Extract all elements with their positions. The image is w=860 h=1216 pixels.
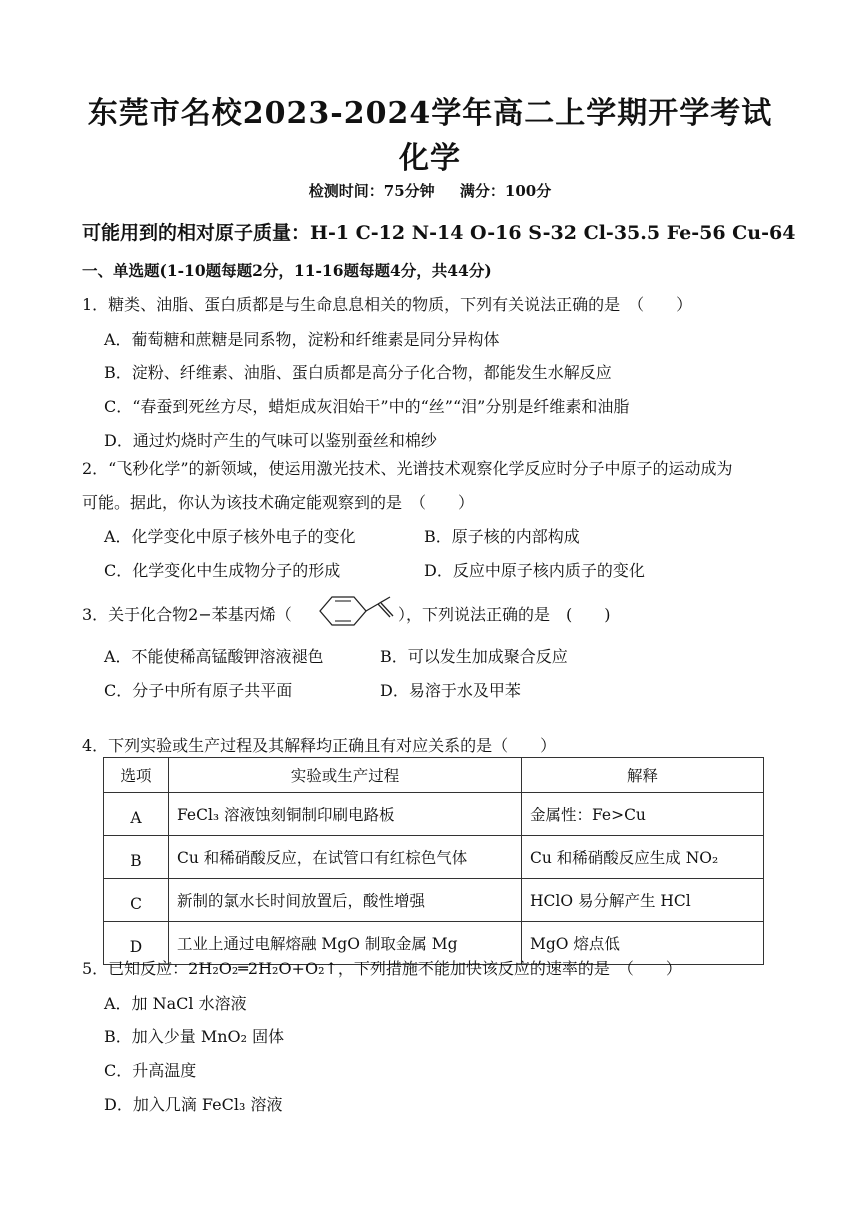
exam-meta <box>0 180 860 201</box>
table-row <box>104 879 764 922</box>
q3-option-a: A．不能使稀高锰酸钾溶液褪色 <box>104 647 324 666</box>
q2-option-c: C．化学变化中生成物分子的形成 <box>104 561 341 580</box>
q4-stem: 4．下列实验或生产过程及其解释均正确且有对应关系的是（ ） <box>82 736 557 755</box>
table-header-row <box>104 758 764 793</box>
q2-stem-line1: 2．“飞秒化学”的新领域，使运用激光技术、光谱技术观察化学反应时分子中原子的运动成为 <box>82 459 733 478</box>
q5-option-c: C．升高温度 <box>104 1061 197 1080</box>
row-process: Cu 和稀硝酸反应，在试管口有红棕色气体 <box>169 836 522 879</box>
row-process: FeCl₃ 溶液蚀刻铜制印刷电路板 <box>169 793 522 836</box>
row-process: 工业上通过电解熔融 MgO 制取金属 Mg <box>169 922 522 965</box>
section-title: 一、单选题(1-10题每题2分，11-16题每题4分，共44分) <box>82 261 492 280</box>
q2-option-d: D．反应中原子核内质子的变化 <box>424 561 645 580</box>
q1-stem: 1．糖类、油脂、蛋白质都是与生命息息相关的物质，下列有关说法正确的是 （ ） <box>82 295 693 314</box>
q4-table <box>103 757 764 965</box>
phenylpropene-structure <box>310 591 402 631</box>
q3-stem-a: 3．关于化合物2−苯基丙烯（ <box>82 605 292 624</box>
table-row <box>104 793 764 836</box>
q2-option-b: B．原子核的内部构成 <box>424 527 580 546</box>
row-option: B <box>104 836 169 879</box>
row-explanation: Cu 和稀硝酸反应生成 NO₂ <box>522 836 764 879</box>
atomic-masses: 可能用到的相对原子质量：H-1 C-12 N-14 O-16 S-32 Cl-35.5 Fe-56 Cu-64 <box>82 222 796 244</box>
row-option: A <box>104 793 169 836</box>
q1-option-b: B．淀粉、纤维素、油脂、蛋白质都是高分子化合物，都能发生水解反应 <box>104 363 612 382</box>
header-option: 选项 <box>104 758 169 793</box>
row-process: 新制的氯水长时间放置后，酸性增强 <box>169 879 522 922</box>
q5-option-d: D．加入几滴 FeCl₃ 溶液 <box>104 1095 283 1114</box>
q3-option-d: D．易溶于水及甲苯 <box>380 681 521 700</box>
row-option: D <box>104 922 169 965</box>
q2-option-a: A．化学变化中原子核外电子的变化 <box>104 527 356 546</box>
q5-stem: 5．已知反应：2H₂O₂═2H₂O+O₂↑，下列措施不能加快该反应的速率的是 （ ） <box>82 959 682 978</box>
row-explanation: 金属性：Fe>Cu <box>522 793 764 836</box>
q5-option-b: B．加入少量 MnO₂ 固体 <box>104 1027 285 1046</box>
row-explanation: MgO 熔点低 <box>522 922 764 965</box>
q1-option-c: C．“春蚕到死丝方尽，蜡炬成灰泪始干”中的“丝”“泪”分别是纤维素和油脂 <box>104 397 630 416</box>
q3-option-b: B．可以发生加成聚合反应 <box>380 647 568 666</box>
q3-stem-b: ），下列说法正确的是 ( ) <box>398 605 611 624</box>
q5-option-a: A．加 NaCl 水溶液 <box>104 994 247 1013</box>
row-explanation: HClO 易分解产生 HCl <box>522 879 764 922</box>
score-label: 满分：100分 <box>459 182 552 200</box>
q2-stem-line2: 可能。据此，你认为该技术确定能观察到的是 （ ） <box>82 493 475 512</box>
subject-title: 化学 <box>399 141 461 176</box>
table-row <box>104 836 764 879</box>
header-explanation: 解释 <box>522 758 764 793</box>
exam-title: 东莞市名校2023-2024学年高二上学期开学考试 <box>87 96 773 131</box>
q3-option-c: C．分子中所有原子共平面 <box>104 681 293 700</box>
header-process: 实验或生产过程 <box>169 758 522 793</box>
row-option: C <box>104 879 169 922</box>
q1-option-d: D．通过灼烧时产生的气味可以鉴别蚕丝和棉纱 <box>104 431 437 450</box>
q1-option-a: A．葡萄糖和蔗糖是同系物，淀粉和纤维素是同分异构体 <box>104 330 500 349</box>
time-label: 检测时间：75分钟 <box>308 182 435 200</box>
